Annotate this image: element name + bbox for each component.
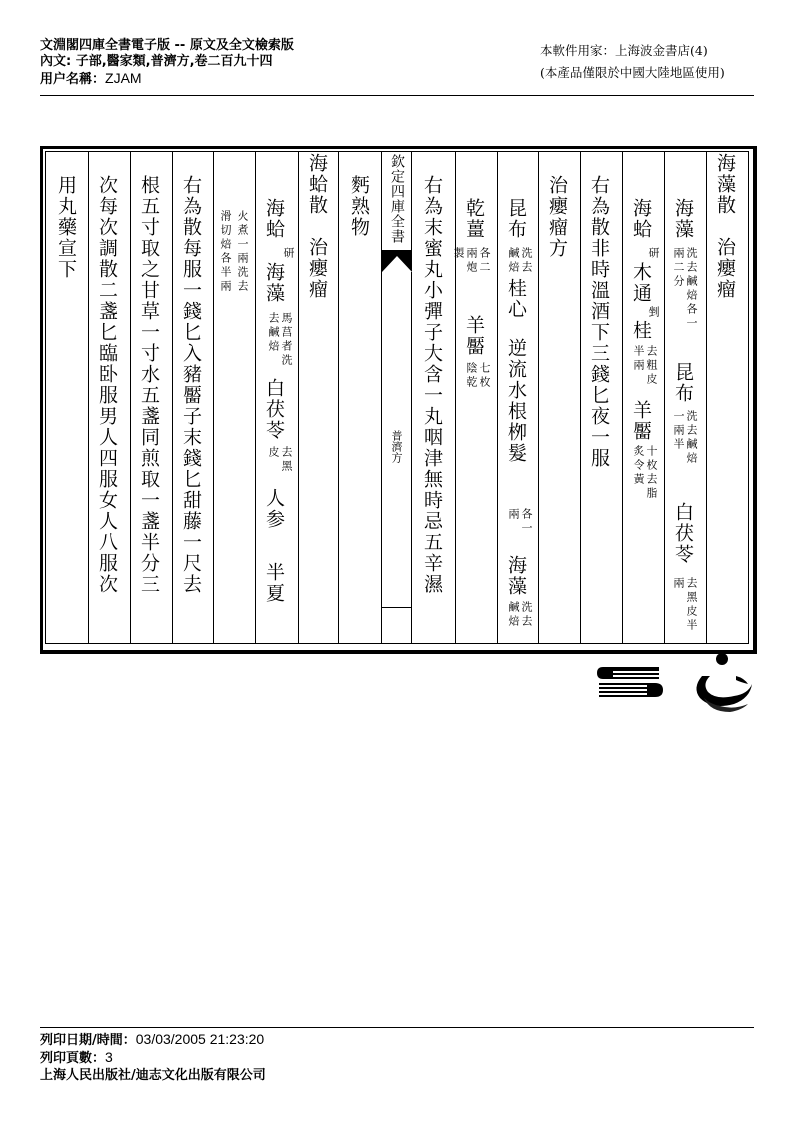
ingredient-note: 馬莒者洗去鹹焙 [267,312,293,368]
center-divider [382,607,412,608]
text-column: 次每次調散二盞匕臨卧服男人四服女人八服次 [96,175,118,595]
header-title: 文淵閣四庫全書電子版 -- 原文及全文檢索版 [40,38,294,53]
ingredient-note: 各一兩 [507,508,533,536]
ingredient-name: 羊靨 [463,315,485,357]
ingredient-note: 洗去鹹焙 [507,247,533,275]
text-column: 右為散非時溫酒下三錢匕夜一服 [588,175,610,469]
user-label: 用户名稱： [40,72,106,87]
print-pages [40,1049,266,1067]
ingredient-note: 洗去鹹焙各一兩二分 [672,247,698,331]
ingredient-name: 木通 [630,262,652,304]
print-pages-label: 列印頁數： [40,1051,106,1066]
document-footer [40,1031,266,1084]
text-column: 用丸藥宣下 [55,175,77,280]
ingredient-name: 昆布 [505,198,527,240]
ingredient-note: 洗去鹹焙 [507,601,533,629]
books-logo-icon [597,665,663,699]
print-pages-value: 3 [105,1049,113,1065]
ingredient-name: 羊靨 [630,400,652,442]
ingredient-name: 白茯苓 [263,378,285,441]
header-user [40,70,294,88]
ingredient-name: 逆流水根栁髮 [505,338,527,464]
text-column: 海蛤散 治癭瘤 [306,153,328,300]
dizhi-brush-logo-icon [690,652,756,714]
publisher: 上海人民出版社/迪志文化出版有限公司 [40,1068,266,1083]
ingredient-note: 剉 [647,306,660,320]
ingredient-note: 研 [282,247,295,261]
print-datetime [40,1031,266,1049]
book-title: 欽定四庫全書 [389,154,405,244]
ingredient-name: 半夏 [263,562,285,604]
text-column: 右為散每服一錢匕入豬靨子末錢匕甜藤一尺去 [180,175,202,595]
ingredient-note: 研 [647,247,660,261]
ingredient-note: 去黑皮 [267,446,293,474]
ingredient-note: 去粗皮半兩 [632,345,658,387]
ingredient-name: 海藻 [263,262,285,304]
note-text-right: 火煮一兩洗去 [236,210,249,294]
ingredient-name: 桂心 [505,278,527,320]
text-column: 海藻散 治癭瘤 [714,153,736,300]
fishtail-mark-icon [382,250,412,272]
ingredient-note: 七枚陰乾 [465,362,491,390]
ingredient-name: 人参 [263,488,285,530]
note-text-left: 滑切焙各半兩 [219,210,232,294]
ingredient-name: 海蛤 [263,198,285,240]
license-info [540,40,725,84]
region-notice: (本產品僅限於中國大陸地區使用) [540,65,725,80]
header-content-path: 內文: 子部,醫家類,普濟方,卷二百九十四 [40,54,273,69]
center-fold-column [381,152,412,644]
text-column: 治癭瘤方 [546,175,568,259]
ingredient-note: 十枚去脂炙令黃 [632,445,658,501]
ingredient-note: 去黑皮半兩 [672,577,698,633]
licensee: 本軟件用家：上海波金書店(4) [540,43,708,58]
document-header [40,38,294,88]
ingredient-name: 桂 [630,320,652,341]
text-column: 麫熟物 [348,175,370,238]
ingredient-name: 昆布 [672,362,694,404]
user-value: ZJAM [105,70,142,86]
text-column: 根五寸取之甘草一寸水五盞同煎取一盞半分三 [138,175,160,595]
print-datetime-label: 列印日期/時間： [40,1033,136,1048]
text-column: 右為末蜜丸小彈子大含一丸咽津無時忌五辛濕 [421,175,443,595]
print-datetime-value: 03/03/2005 21:23:20 [135,1031,265,1047]
ingredient-name: 乾薑 [463,198,485,240]
ingredient-note: 各二兩炮製 [452,247,491,275]
ingredient-name: 海蛤 [630,198,652,240]
book-subtitle: 普濟方 [390,430,403,463]
ingredient-name: 白茯苓 [672,502,694,565]
ingredient-name: 海藻 [505,555,527,597]
header-divider [40,95,754,96]
ingredient-note: 洗去鹹焙一兩半 [672,410,698,466]
ingredient-name: 海藻 [672,198,694,240]
footer-divider [40,1027,754,1028]
